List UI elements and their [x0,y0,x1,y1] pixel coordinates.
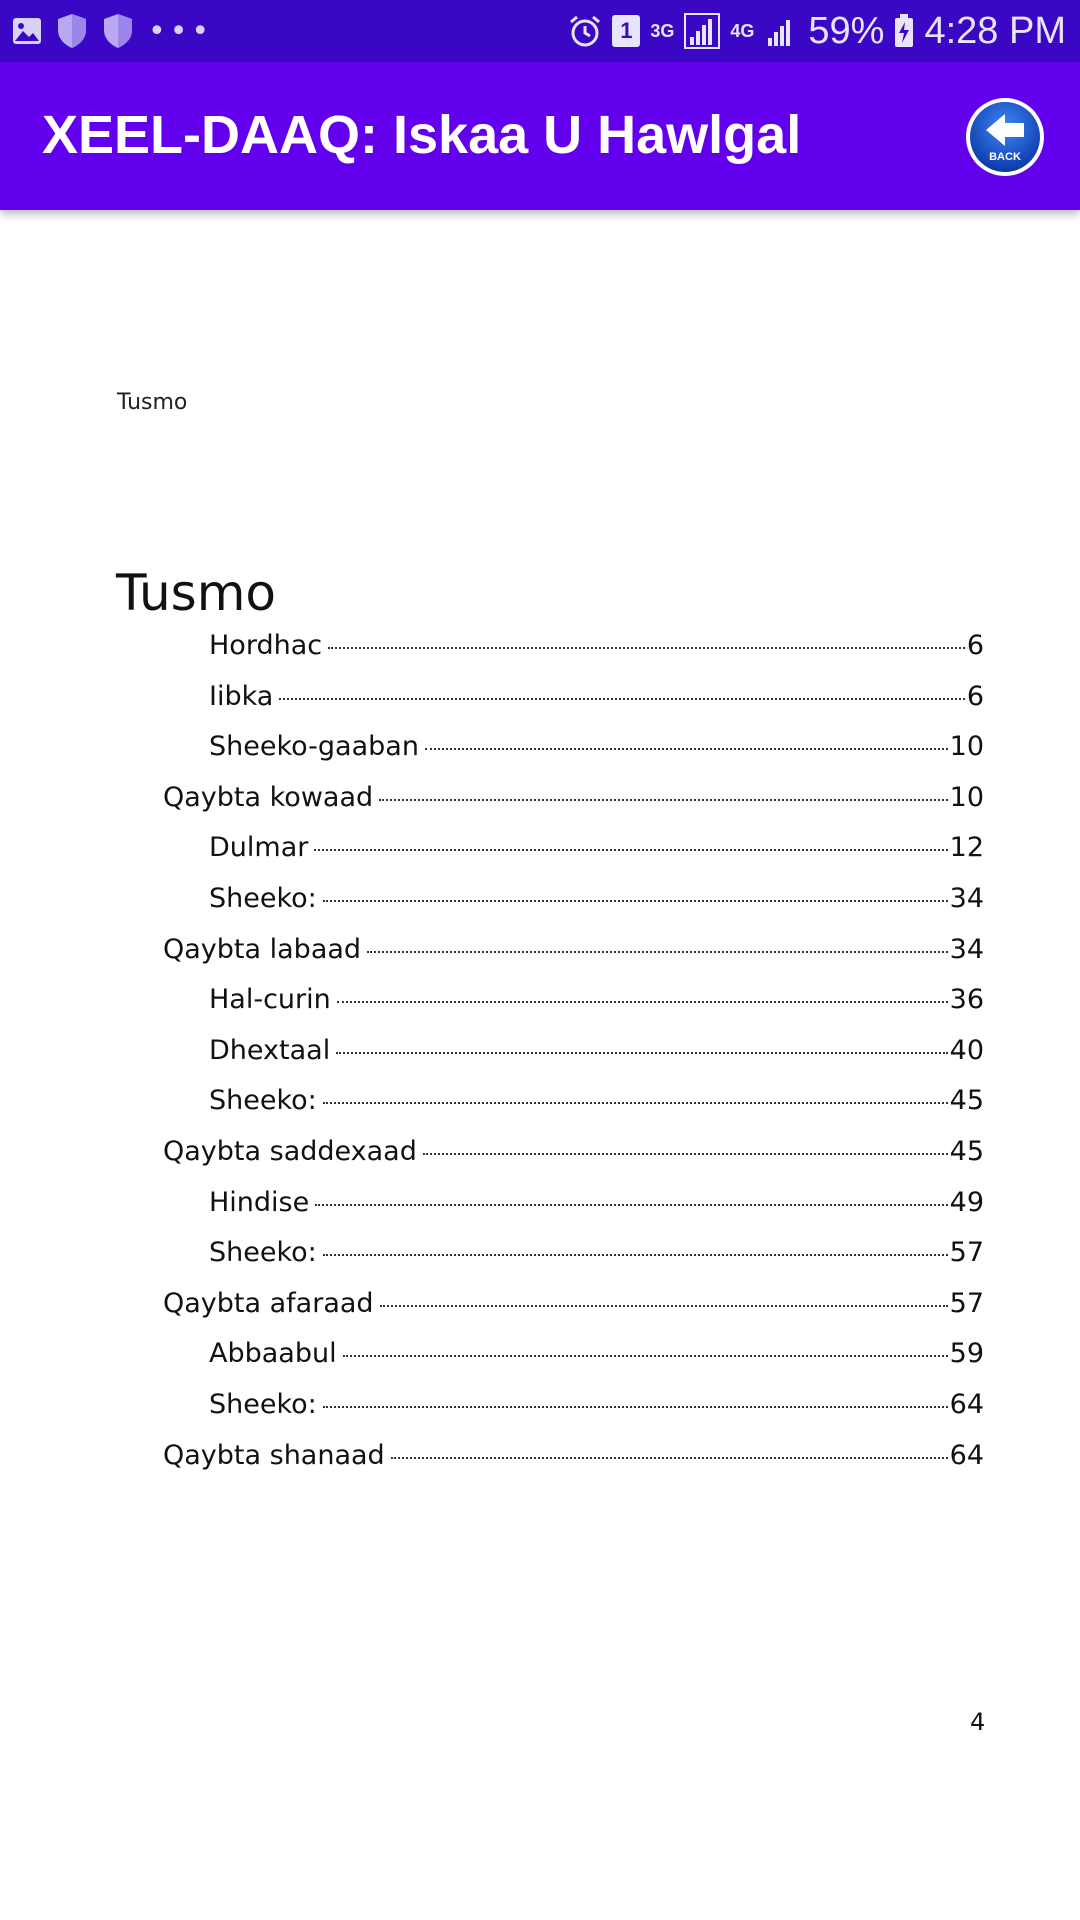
toc-entry-label: Dhextaal [209,1034,331,1066]
toc-entry-page: 10 [949,781,984,813]
toc-entry-label: Dulmar [209,832,309,864]
toc-entry[interactable] [209,1187,984,1227]
page-number: 4 [970,1708,986,1736]
toc-entry-label: Sheeko-gaaban [209,731,419,763]
toc-entry-page: 45 [949,1136,984,1167]
app-bar [0,62,1080,210]
battery-charging-icon [894,14,914,48]
toc-dot-leader [425,748,948,750]
toc-entry[interactable] [209,883,984,923]
toc-entry-label: Sheeko: [209,883,317,914]
toc-entry-page: 34 [949,883,984,914]
sim-badge-icon [612,15,640,47]
back-arrow-icon [964,96,1046,178]
toc-dot-leader [337,1001,948,1003]
toc-entry-page: 45 [949,1085,984,1117]
status-time: 4:28 PM [924,9,1066,52]
toc-entry[interactable] [163,1440,984,1480]
toc-dot-leader [391,1457,948,1459]
toc-entry-page: 59 [949,1338,984,1370]
toc-entry-label: Sheeko: [209,1237,317,1269]
toc-entry-page: 40 [949,1034,984,1066]
toc-entry[interactable] [209,681,984,721]
toc-dot-leader [323,1102,948,1104]
status-bar [0,0,1080,62]
toc-dot-leader [315,1204,947,1206]
signal-strength-icon [684,13,720,49]
toc-dot-leader [328,647,965,649]
toc-entry-page: 57 [949,1287,984,1319]
toc-dot-leader [379,799,948,801]
network-3g-label: 3G [650,20,675,41]
toc-entry-page: 64 [949,1389,984,1420]
toc-entry-page: 36 [949,984,984,1016]
toc-entry-page: 6 [966,680,984,712]
sim-badge-number: 1 [620,18,633,43]
toc-entry-label: Hindise [209,1186,310,1218]
toc-entry-label: Iibka [209,680,274,712]
toc-heading: Tusmo [116,563,276,622]
toc-entry-label: Sheeko: [209,1085,317,1117]
toc-entry[interactable] [163,782,984,822]
more-dots-icon: ••• [148,13,214,49]
toc-entry[interactable] [209,1389,984,1429]
toc-entry-page: 57 [949,1237,984,1269]
toc-entry-label: Qaybta shanaad [163,1439,385,1471]
status-bar-right [558,10,1066,53]
toc-entry-label: Hal-curin [209,984,331,1016]
shield-icon [56,13,88,49]
app-title: XEEL-DAAQ: Iskaa U Hawlgal [42,105,802,165]
toc-entry[interactable] [209,630,984,670]
toc-entry-page: 6 [966,630,984,661]
toc-entry[interactable] [209,1085,984,1125]
status-bar-left [12,13,227,49]
toc-dot-leader [380,1305,948,1307]
toc-entry-label: Qaybta labaad [163,933,362,965]
toc-dot-leader [343,1355,948,1357]
toc-entry[interactable] [209,1338,984,1378]
toc-dot-leader [314,849,947,851]
toc-entry[interactable] [209,984,984,1024]
back-label: BACK [989,151,1021,163]
battery-percent: 59% [808,9,885,52]
toc-dot-leader [323,1254,948,1256]
toc-entry-page: 49 [949,1186,984,1218]
toc-entry-page: 34 [949,933,984,965]
toc-entry[interactable] [163,1136,984,1176]
toc-entry-label: Qaybta saddexaad [163,1136,417,1167]
toc-dot-leader [279,698,965,700]
toc-dot-leader [323,1406,948,1408]
shield-icon [102,13,134,49]
toc-entry[interactable] [163,934,984,974]
signal-strength-icon [764,14,798,48]
toc-entry[interactable] [209,1237,984,1277]
toc-entry[interactable] [209,1035,984,1075]
toc-entry-page: 64 [949,1439,984,1471]
toc-entry-label: Hordhac [209,630,323,661]
running-head: Tusmo [117,390,188,415]
alarm-icon [568,14,602,48]
toc-dot-leader [367,951,948,953]
toc-entry-label: Qaybta afaraad [163,1287,374,1319]
toc-entry-page: 12 [949,832,984,864]
toc-entry-page: 10 [949,731,984,763]
toc-dot-leader [323,900,948,902]
document-page[interactable] [0,210,1080,1920]
toc-entry[interactable] [209,832,984,872]
toc-entry-label: Qaybta kowaad [163,781,374,813]
toc-entry-label: Abbaabul [209,1338,337,1370]
toc-entry[interactable] [163,1288,984,1328]
back-button[interactable] [964,96,1046,178]
network-4g-label: 4G [730,20,755,41]
toc-dot-leader [423,1153,948,1155]
gallery-icon [12,17,42,45]
toc-entry[interactable] [209,731,984,771]
toc-dot-leader [336,1052,947,1054]
toc-entry-label: Sheeko: [209,1389,317,1420]
